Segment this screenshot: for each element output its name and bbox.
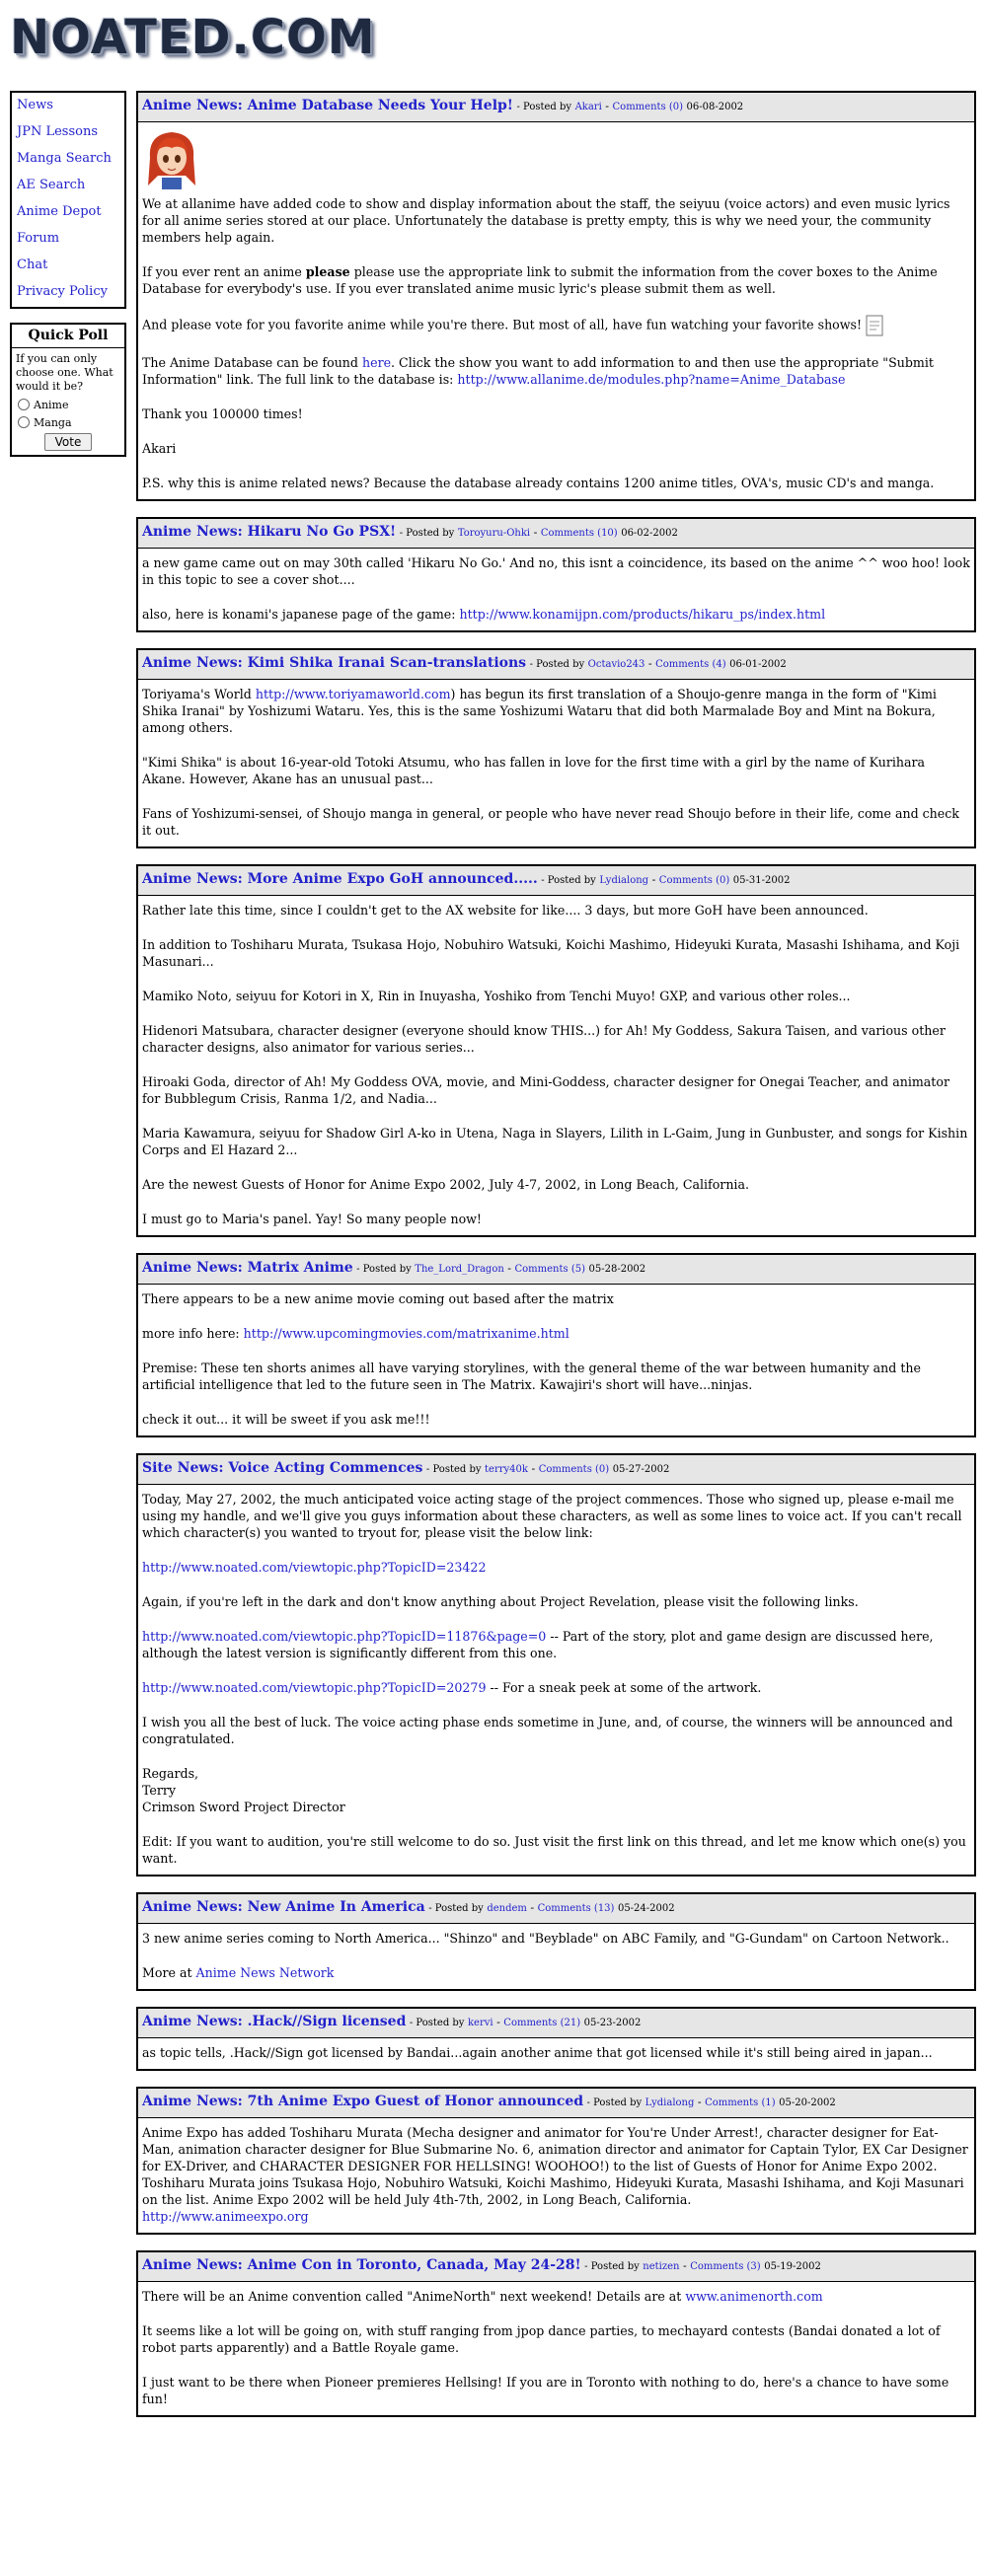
posted-by-label: - Posted by	[428, 1903, 484, 1914]
post-date: 05-19-2002	[764, 2261, 821, 2272]
nav-jpn-lessons[interactable]: JPN Lessons	[17, 124, 99, 139]
post-header: Anime News: Matrix Anime - Posted by The_Lord_Dragon - Comments (5) 05-28-2002	[138, 1255, 974, 1285]
vote-button[interactable]: Vote	[44, 433, 93, 451]
poll-option-label: Anime	[34, 398, 69, 411]
post-paragraph	[142, 1679, 970, 1696]
post-title[interactable]: Anime News: Anime Con in Toronto, Canada, May 24-28!	[142, 2257, 581, 2273]
emphasis: please	[305, 264, 350, 279]
post-comments-link[interactable]: Comments (5)	[514, 1264, 585, 1275]
news-post	[136, 648, 976, 848]
post-comments-link[interactable]: Comments (1)	[705, 2098, 776, 2108]
post-author[interactable]: Akari	[574, 102, 602, 112]
text: please use the appropriate link to submit the information from the cover boxes to the Anime Database for everybody's use. If you ever translated anime music lyric's please submit them as well.	[142, 264, 938, 296]
site-logo[interactable]	[0, 0, 986, 75]
post-author[interactable]: terry40k	[485, 1464, 528, 1475]
post-paragraph: I just want to be there when Pioneer premieres Hellsing! If you are in Toronto with nothing to do, here's a chance to have some fun!	[142, 2375, 949, 2406]
topic-link[interactable]: http://www.noated.com/viewtopic.php?TopicID=20279	[142, 1680, 487, 1695]
post-author[interactable]: Lydialong	[599, 875, 649, 886]
posted-by-label: - Posted by	[409, 2018, 465, 2028]
text: Crimson Sword Project Director	[142, 1800, 345, 1814]
post-paragraph: I must go to Maria's panel. Yay! So many people now!	[142, 1212, 482, 1226]
post-signature	[142, 1765, 970, 1815]
post-header: Anime News: More Anime Expo GoH announced..... - Posted by Lydialong - Comments (0) 05-31-2002	[138, 866, 974, 896]
post-date: 05-27-2002	[612, 1464, 670, 1475]
post-date: 05-20-2002	[779, 2098, 836, 2108]
nav-chat[interactable]: Chat	[17, 258, 48, 272]
post-paragraph: Fans of Yoshizumi-sensei, of Shoujo manga in general, or people who have never read Shoujo before in their life, come and check it out.	[142, 806, 959, 838]
text: also, here is konami's japanese page of the game:	[142, 607, 460, 622]
post-title[interactable]: Anime News: More Anime Expo GoH announced.....	[142, 871, 538, 887]
post-paragraph	[142, 2288, 970, 2305]
nav-menu	[10, 91, 126, 309]
post-body	[138, 2118, 974, 2233]
post-author[interactable]: Lydialong	[645, 2098, 695, 2108]
post-paragraph: as topic tells, .Hack//Sign got licensed by Bandai...again another anime that got licensed while it's still being aired in japan...	[142, 2045, 933, 2060]
post-author[interactable]: netizen	[643, 2261, 680, 2272]
database-link[interactable]: here	[362, 355, 392, 370]
post-paragraph: check it out... it will be sweet if you ask me!!!	[142, 1412, 430, 1427]
post-title[interactable]: Anime News: New Anime In America	[142, 1899, 425, 1915]
news-post	[136, 864, 976, 1237]
sidebar	[10, 91, 126, 457]
post-paragraph: There appears to be a new anime movie coming out based after the matrix	[142, 1291, 614, 1306]
post-author[interactable]: The_Lord_Dragon	[415, 1264, 504, 1275]
post-paragraph: Premise: These ten shorts animes all have varying storylines, with the general theme of the war between humanity and the artificial intelligence that led to the future seen in The Matrix. Kawajiri's short will have...ninjas.	[142, 1361, 921, 1392]
text: Toriyama's World	[142, 687, 256, 701]
nav-forum[interactable]: Forum	[17, 231, 60, 246]
post-paragraph: It seems like a lot will be going on, with stuff ranging from jpop dance parties, to mechayard contests (Bandai donated a lot of robot parts apparently) and a Battle Royale game.	[142, 2323, 941, 2355]
text: If you ever rent an anime	[142, 264, 306, 279]
post-paragraph: Hidenori Matsubara, character designer (everyone should know THIS...) for Ah! My Goddess, Sakura Taisen, and various other character designs, also animator for various series...	[142, 1023, 946, 1055]
post-body	[138, 2038, 974, 2069]
post-paragraph	[142, 686, 970, 736]
news-post	[136, 2250, 976, 2417]
poll-title: Quick Poll	[12, 325, 124, 348]
post-paragraph: Hiroaki Goda, director of Ah! My Goddess OVA, movie, and Mini-Goddess, character designer for Onegai Teacher, and animator for Bubblegum Crisis, Ranma 1/2, and Nadia...	[142, 1074, 949, 1106]
post-body	[138, 680, 974, 846]
post-body	[138, 1485, 974, 1875]
post-comments-link[interactable]: Comments (0)	[538, 1464, 610, 1475]
post-comments-link[interactable]: Comments (0)	[612, 102, 684, 112]
post-comments-link[interactable]: Comments (10)	[540, 528, 618, 539]
text: Regards,	[142, 1766, 199, 1781]
posted-by-label: - Posted by	[425, 1464, 482, 1475]
nav-privacy-policy[interactable]: Privacy Policy	[17, 284, 108, 299]
post-header: Anime News: 7th Anime Expo Guest of Honor announced - Posted by Lydialong - Comments (1) 05-20-2002	[138, 2089, 974, 2118]
post-paragraph: Mamiko Noto, seiyuu for Kotori in X, Rin in Inuyasha, Yoshiko from Tenchi Muyo! GXP, and various other roles...	[142, 989, 851, 1003]
text: -- Part of the story, plot and game design are discussed here, although the latest version is significantly different from this one.	[142, 1629, 934, 1660]
nav-manga-search[interactable]: Manga Search	[17, 151, 112, 166]
posted-by-label: - Posted by	[356, 1264, 412, 1275]
post-body	[138, 896, 974, 1235]
post-paragraph	[142, 1628, 970, 1661]
akari-avatar-icon	[142, 128, 201, 189]
post-paragraph: I wish you all the best of luck. The voice acting phase ends sometime in June, and, of course, the winners will be announced and congratulated.	[142, 1715, 953, 1746]
post-title[interactable]: Site News: Voice Acting Commences	[142, 1460, 423, 1476]
post-body	[138, 122, 974, 499]
news-post	[136, 91, 976, 501]
post-title[interactable]: Anime News: Anime Database Needs Your Help!	[142, 98, 513, 113]
posted-by-label: - Posted by	[541, 875, 596, 886]
post-paragraph: P.S. why this is anime related news? Because the database already contains 1200 anime titles, OVA's, music CD's and manga.	[142, 476, 935, 490]
post-paragraph: Are the newest Guests of Honor for Anime Expo 2002, July 4-7, 2002, in Long Beach, California.	[142, 1177, 749, 1192]
post-paragraph: Anime Expo has added Toshiharu Murata (Mecha designer and animator for You're Under Arrest!, character designer for Eat-Man, animation character designer for Blue Submarine No. 6, animation director and animator for Captain Tylor, EX Car Designer for EX-Driver, and CHARACTER DESIGNER FOR HELLSING! WOOHOO!) to the list of Guests of Honor for Anime Expo 2002. Toshiharu Murata joins Tsukasa Hojo, Nobuhiro Watsuki, Koichi Mashimo, Hideyuki Kurata, Masashi Ishihama, and Koji Masunari	[142, 2125, 968, 2190]
post-header: Anime News: .Hack//Sign licensed - Posted by kervi - Comments (21) 05-23-2002	[138, 2009, 974, 2038]
post-paragraph: "Kimi Shika" is about 16-year-old Totoki Atsumu, who has fallen in love for the first time with a girl by the name of Kurihara Akane. However, Akane has an unusual past...	[142, 755, 926, 786]
radio-anime[interactable]	[18, 399, 30, 410]
post-paragraph	[142, 1559, 970, 1576]
news-post	[136, 2007, 976, 2071]
post-date: 06-08-2002	[686, 102, 744, 112]
post-paragraph	[142, 1325, 970, 1342]
post-title[interactable]: Anime News: .Hack//Sign licensed	[142, 2014, 407, 2029]
post-paragraph	[142, 354, 970, 388]
post-paragraph	[142, 2208, 970, 2225]
topic-link[interactable]: http://www.noated.com/viewtopic.php?TopicID=11876&page=0	[142, 1629, 547, 1644]
text: ) has begun its first translation of a Shoujo-genre manga in the form of "Kimi Shika Iranai" by Yoshizumi Wataru. Yes, this is the same Yoshizumi Wataru that did both Marmalade Boy and Mint na Bokura, among others.	[142, 687, 937, 735]
post-paragraph	[142, 1964, 970, 1981]
post-header: Anime News: Kimi Shika Iranai Scan-translations - Posted by Octavio243 - Comments (4) 06-01-2002	[138, 650, 974, 680]
text: Terry	[142, 1783, 177, 1798]
nav-news[interactable]: News	[17, 98, 53, 112]
post-body	[138, 549, 974, 630]
topic-link[interactable]: http://www.noated.com/viewtopic.php?TopicID=23422	[142, 1560, 487, 1575]
radio-manga[interactable]	[18, 416, 30, 428]
post-paragraph: Maria Kawamura, seiyuu for Shadow Girl A-ko in Utena, Naga in Slayers, Lilith in L-Gaim, Jung in Gunbuster, and songs for Kishin Corps and El Hazard 2...	[142, 1126, 968, 1157]
post-paragraph: In addition to Toshiharu Murata, Tsukasa Hojo, Nobuhiro Watsuki, Koichi Mashimo, Hideyuki Kurata, Masashi Ishihama, and Koji Masunari...	[142, 937, 960, 969]
toriyama-link[interactable]: http://www.toriyamaworld.com	[255, 687, 451, 701]
post-comments-link[interactable]: Comments (13)	[537, 1903, 615, 1914]
document-icon	[866, 315, 883, 336]
post-comments-link[interactable]: Comments (0)	[658, 875, 730, 886]
post-title[interactable]: Anime News: Kimi Shika Iranai Scan-translations	[142, 655, 527, 671]
post-paragraph: Akari	[142, 441, 177, 456]
post-paragraph: 3 new anime series coming to North America... "Shinzo" and "Beyblade" on ABC Family, and "G-Gundam" on Cartoon Network..	[142, 1931, 949, 1946]
post-date: 05-23-2002	[583, 2018, 642, 2028]
post-comments-link[interactable]: Comments (4)	[655, 659, 726, 670]
post-header: Anime News: Anime Database Needs Your Help! - Posted by Akari - Comments (0) 06-08-2002	[138, 93, 974, 122]
post-body	[138, 1285, 974, 1435]
post-paragraph: a new game came out on may 30th called 'Hikaru No Go.' And no, this isnt a coincidence, its based on the anime ^^ woo hoo! look in this topic to see a cover shot....	[142, 555, 970, 587]
konami-link[interactable]: http://www.konamijpn.com/products/hikaru_ps/index.html	[459, 607, 826, 622]
text: More at	[142, 1965, 196, 1980]
post-comments-link[interactable]: Comments (21)	[503, 2018, 581, 2028]
posted-by-label: - Posted by	[586, 2098, 643, 2108]
post-header: Site News: Voice Acting Commences - Posted by terry40k - Comments (0) 05-27-2002	[138, 1455, 974, 1485]
text: more info here:	[142, 1326, 244, 1341]
text: There will be an Anime convention called "AnimeNorth" next weekend! Details are at	[142, 2289, 686, 2304]
post-header: Anime News: New Anime In America - Posted by dendem - Comments (13) 05-24-2002	[138, 1894, 974, 1924]
text: And please vote for you favorite anime while you're there. But most of all, have fun watching your favorite shows!	[142, 317, 863, 332]
post-paragraph: Edit: If you want to audition, you're still welcome to do so. Just visit the first link on this thread, and let me know which one(s) you want.	[142, 1834, 966, 1866]
news-post	[136, 2087, 976, 2235]
ann-link[interactable]: Anime News Network	[195, 1965, 335, 1980]
news-post	[136, 1453, 976, 1877]
poll-question: If you can only choose one. What would it be?	[16, 352, 114, 393]
database-url-link[interactable]: http://www.allanime.de/modules.php?name=Anime_Database	[457, 372, 846, 387]
post-date: 06-01-2002	[729, 659, 787, 670]
post-author[interactable]: Toroyuru-Ohki	[457, 528, 531, 539]
post-paragraph	[142, 263, 970, 297]
poll-option-label: Manga	[34, 415, 72, 429]
animeexpo-link[interactable]: http://www.animeexpo.org	[142, 2209, 309, 2224]
post-header: Anime News: Anime Con in Toronto, Canada, May 24-28! - Posted by netizen - Comments (3) 05-19-2002	[138, 2252, 974, 2282]
post-paragraph	[142, 315, 970, 336]
news-column	[136, 91, 976, 2433]
upcomingmovies-link[interactable]: http://www.upcomingmovies.com/matrixanime.html	[243, 1326, 569, 1341]
post-paragraph: Again, if you're left in the dark and don't know anything about Project Revelation, please visit the following links.	[142, 1594, 859, 1609]
post-header: Anime News: Hikaru No Go PSX! - Posted by Toroyuru-Ohki - Comments (10) 06-02-2002	[138, 519, 974, 549]
nav-anime-depot[interactable]: Anime Depot	[17, 204, 102, 219]
post-paragraph: on the list. Anime Expo 2002 will be held July 4th-7th, 2002, in Long Beach, California.	[142, 2192, 692, 2207]
post-paragraph	[142, 606, 970, 623]
text: The Anime Database can be found	[142, 355, 362, 370]
post-date: 05-31-2002	[732, 875, 791, 886]
news-post	[136, 1253, 976, 1437]
news-post	[136, 1892, 976, 1991]
post-title[interactable]: Anime News: 7th Anime Expo Guest of Honor announced	[142, 2094, 584, 2109]
post-date: 06-02-2002	[621, 528, 678, 539]
post-body	[138, 2282, 974, 2415]
post-date: 05-28-2002	[588, 1264, 646, 1275]
animenorth-link[interactable]: www.animenorth.com	[685, 2289, 823, 2304]
posted-by-label: - Posted by	[516, 102, 572, 112]
nav-ae-search[interactable]: AE Search	[17, 178, 86, 192]
quick-poll	[10, 323, 126, 457]
post-paragraph: We at allanime have added code to show and display information about the staff, the seiyuu (voice actors) and even music lyrics for all anime series stored at our place. Unfortunately the database is pretty empty, this is why we need your, the community members help again.	[142, 196, 950, 245]
post-author[interactable]: Octavio243	[587, 659, 645, 670]
post-paragraph: Thank you 100000 times!	[142, 406, 303, 421]
post-paragraph: Rather late this time, since I couldn't get to the AX website for like.... 3 days, but more GoH have been announced.	[142, 903, 869, 918]
poll-option-manga[interactable]	[12, 413, 124, 431]
posted-by-label: - Posted by	[584, 2261, 640, 2272]
posted-by-label: - Posted by	[529, 659, 585, 670]
post-comments-link[interactable]: Comments (3)	[690, 2261, 761, 2272]
text: . Click the show you want to add information to and then use the appropriate "Submit Information" link. The full link to the database is:	[142, 355, 934, 387]
post-author[interactable]: kervi	[467, 2018, 493, 2028]
news-post	[136, 517, 976, 632]
logo-text: NOATED.COM	[10, 10, 376, 65]
post-title[interactable]: Anime News: Hikaru No Go PSX!	[142, 524, 397, 540]
post-title[interactable]: Anime News: Matrix Anime	[142, 1260, 353, 1276]
posted-by-label: - Posted by	[399, 528, 455, 539]
post-body	[138, 1924, 974, 1989]
post-paragraph: Today, May 27, 2002, the much anticipated voice acting stage of the project commences. Those who signed up, please e-mail me using my handle, and we'll give you guys information about these characters, as well as some lines to voice act. If you can't recall which character(s) you wanted to tryout for, please visit the below link:	[142, 1492, 962, 1540]
poll-option-anime[interactable]	[12, 396, 124, 413]
post-date: 05-24-2002	[617, 1903, 675, 1914]
post-author[interactable]: dendem	[487, 1903, 527, 1914]
text: -- For a sneak peek at some of the artwork.	[486, 1680, 762, 1695]
